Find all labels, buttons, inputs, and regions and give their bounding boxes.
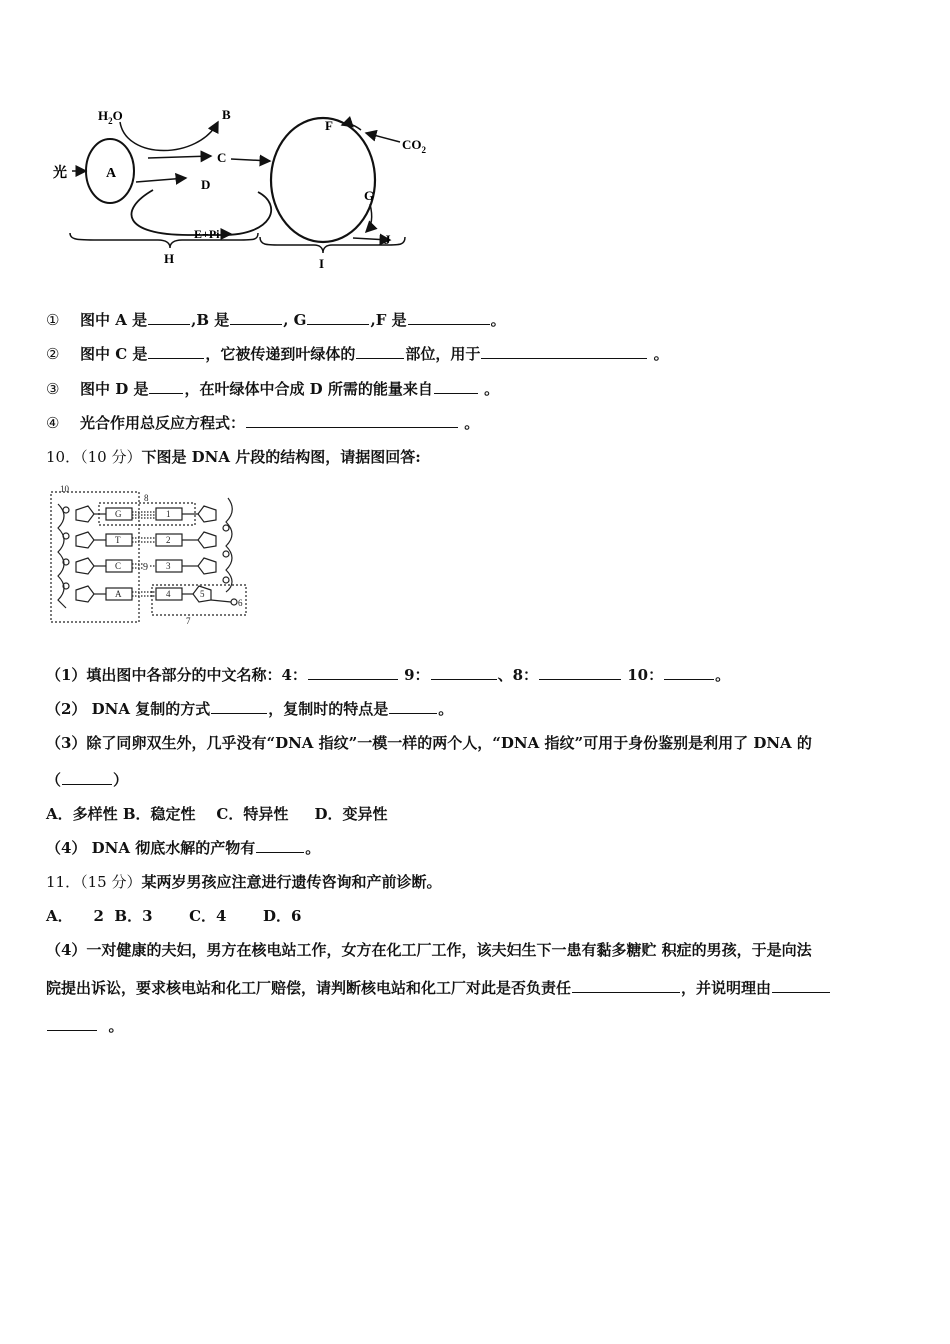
q11-sub4-line1: （4）一对健康的夫妇，男方在核电站工作，女方在化工厂工作，该夫妇生下一患有黏多糖贮 积症的男孩，于是向法	[46, 941, 812, 959]
q9-item-2: ② 图中 C 是 ，它被传递到叶绿体的 部位，用于 。	[46, 345, 669, 363]
label-light: 光	[53, 166, 67, 181]
answer-blank[interactable]	[149, 379, 183, 394]
q10-sub2: （2） DNA 复制的方式 ，复制时的特点是 。	[46, 700, 454, 718]
answer-blank[interactable]	[211, 699, 267, 714]
question-number: 10．	[46, 448, 81, 466]
answer-blank[interactable]	[772, 978, 830, 993]
q10-stem	[46, 447, 421, 467]
base-left: A	[115, 589, 122, 599]
label-i: I	[319, 256, 325, 271]
label-c: C	[217, 150, 227, 165]
label-5: 5	[200, 589, 205, 599]
dna-diagram	[46, 484, 251, 626]
label-8: 8	[144, 493, 149, 503]
base-right: 1	[166, 509, 171, 519]
question-score: （10 分）	[80, 448, 142, 466]
label-h: H	[164, 251, 175, 266]
answer-blank[interactable]	[256, 838, 304, 853]
label-7: 7	[186, 616, 191, 626]
q10-options: A．多样性 B．稳定性 C．特异性 D．变异性	[46, 805, 388, 823]
label-e-pi: E+Pi	[194, 227, 220, 241]
label-j: J	[384, 232, 391, 247]
answer-blank[interactable]	[408, 310, 490, 325]
base-right: 3	[166, 561, 171, 571]
question-score: （15 分）	[80, 873, 142, 891]
answer-blank[interactable]	[148, 344, 204, 359]
base-left: T	[115, 535, 121, 545]
answer-blank[interactable]	[572, 978, 680, 993]
label-b: B	[222, 107, 231, 122]
q9-item-marker: ①	[46, 311, 60, 329]
q9-item-marker: ②	[46, 345, 60, 363]
answer-blank[interactable]	[431, 665, 497, 680]
answer-blank[interactable]	[308, 665, 398, 680]
answer-blank[interactable]	[481, 344, 647, 359]
answer-blank[interactable]	[47, 1016, 97, 1031]
base-right: 2	[166, 535, 171, 545]
label-a: A	[105, 166, 117, 181]
label-d: D	[201, 177, 211, 192]
q10-sub3: （3）除了同卵双生外，几乎没有“DNA 指纹”一模一样的两个人，“DNA 指纹”可用于身份鉴别是利用了 DNA 的	[46, 734, 812, 752]
question-text: 下图是 DNA 片段的结构图，请据图回答:	[141, 448, 421, 466]
answer-blank[interactable]	[246, 413, 458, 428]
q10-sub1: （1）填出图中各部分的中文名称：4： 9： 、8： 10： 。	[46, 666, 731, 684]
q9-item-4: ④ 光合作用总反应方程式： 。	[46, 414, 480, 432]
answer-blank[interactable]	[434, 379, 478, 394]
q9-item-3: ③ 图中 D 是 ，在叶绿体中合成 D 所需的能量来自 。	[46, 380, 500, 398]
label-f: F	[325, 118, 333, 133]
answer-blank[interactable]	[539, 665, 621, 680]
label-9: 9	[143, 562, 148, 573]
base-left: G	[115, 509, 122, 519]
question-number: 11．	[46, 873, 81, 891]
q11-options: A． 2 B．3 C．4 D．6	[46, 907, 302, 925]
label-10: 10	[60, 484, 69, 494]
q9-item-marker: ③	[46, 380, 60, 398]
answer-blank[interactable]	[307, 310, 369, 325]
q9-item-marker: ④	[46, 414, 60, 432]
answer-blank[interactable]	[664, 665, 714, 680]
label-g: G	[364, 188, 375, 203]
answer-blank[interactable]	[230, 310, 282, 325]
base-left: C	[115, 561, 122, 571]
q10-sub4: （4） DNA 彻底水解的产物有 。	[46, 839, 321, 857]
label-6: 6	[238, 598, 243, 608]
q11-sub4-line3: 。	[46, 1016, 123, 1036]
q9-item-1: ① 图中 A 是 ,B 是 , G ,F 是 。	[46, 311, 506, 329]
label-h2o: $H_2O$	[98, 108, 123, 126]
q10-sub3-paren: （ ）	[46, 771, 129, 789]
photosynthesis-diagram	[48, 100, 448, 275]
label-co2: $CO_2$	[402, 137, 426, 155]
answer-blank[interactable]	[62, 770, 112, 785]
question-text: 某两岁男孩应注意进行遗传咨询和产前诊断。	[141, 873, 442, 891]
q11-sub4-line2: 院提出诉讼，要求核电站和化工厂赔偿，请判断核电站和化工厂对此是否负责任 ，并说明理由	[46, 978, 831, 998]
answer-blank[interactable]	[389, 699, 437, 714]
answer-blank[interactable]	[356, 344, 404, 359]
q11-stem	[46, 872, 441, 892]
answer-blank[interactable]	[148, 310, 190, 325]
base-right: 4	[166, 589, 171, 599]
